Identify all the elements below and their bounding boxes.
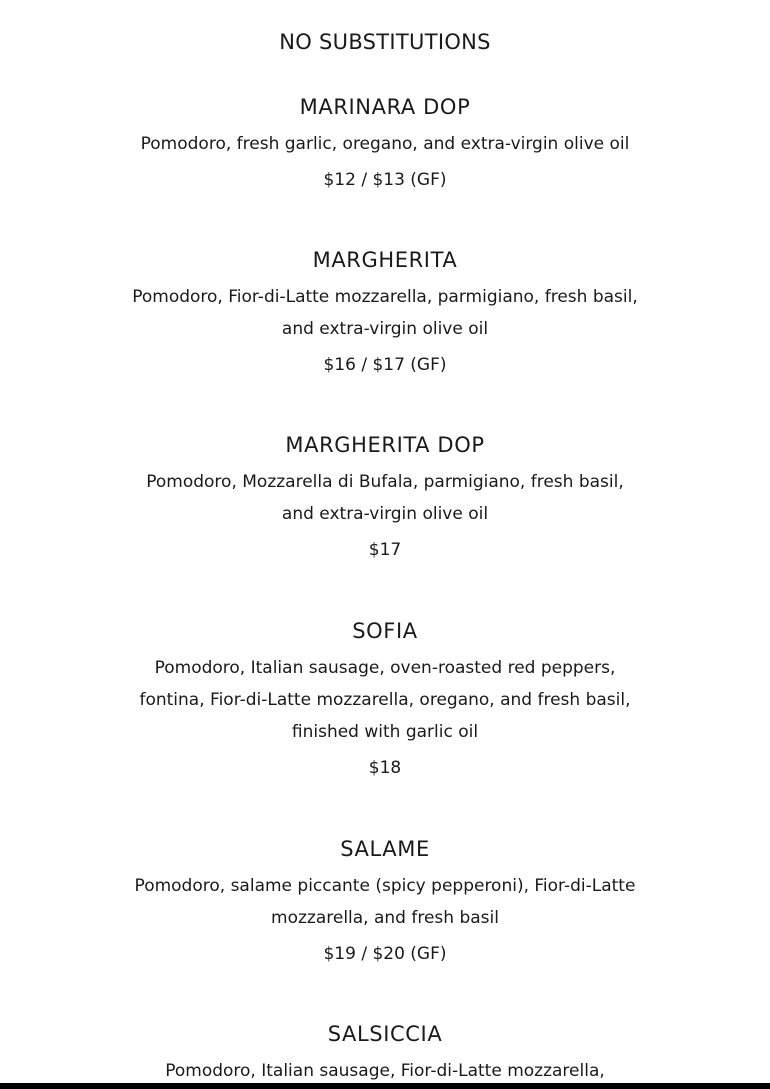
description-line: and extra-virgin olive oil xyxy=(281,319,489,339)
description-line: finished with garlic oil xyxy=(291,722,479,742)
menu-item-name: MARGHERITA DOP xyxy=(285,433,485,457)
description-line: Pomodoro, salame piccante (spicy pepperoni), Fior-di-Latte xyxy=(134,876,636,896)
menu-item-description xyxy=(105,652,665,748)
menu-item-name: SALAME xyxy=(340,837,430,861)
menu-item-margherita-dop xyxy=(0,432,770,561)
menu-item-salame xyxy=(0,836,770,965)
menu-item-price: $18 xyxy=(368,758,402,778)
description-line: Pomodoro, Italian sausage, oven-roasted red peppers, xyxy=(154,658,616,678)
menu-item-marinara-dop xyxy=(0,94,770,191)
menu-item-margherita xyxy=(0,247,770,376)
menu-item-salsiccia xyxy=(0,1021,770,1087)
description-line: and extra-virgin olive oil xyxy=(281,504,489,524)
bottom-edge-bar xyxy=(0,1083,770,1089)
menu-item-price: $19 / $20 (GF) xyxy=(323,944,447,964)
description-line: Pomodoro, Mozzarella di Bufala, parmigiano, fresh basil, xyxy=(146,472,624,492)
menu-item-name: MARGHERITA xyxy=(312,248,458,272)
no-substitutions-notice: NO SUBSTITUTIONS xyxy=(279,30,491,54)
menu-item-name: MARINARA DOP xyxy=(299,95,471,119)
menu-item-price: $12 / $13 (GF) xyxy=(323,170,447,190)
menu-item-description xyxy=(105,466,665,530)
description-line: fontina, Fior-di-Latte mozzarella, oregano, and fresh basil, xyxy=(139,690,631,710)
menu-item-description xyxy=(105,281,665,345)
description-line: Pomodoro, fresh garlic, oregano, and extra-virgin olive oil xyxy=(140,134,630,154)
description-line: mozzarella, and fresh basil xyxy=(271,908,499,928)
description-line: Pomodoro, Fior-di-Latte mozzarella, parmigiano, fresh basil, xyxy=(132,287,638,307)
menu-item-description xyxy=(105,870,665,934)
menu-item-name: SOFIA xyxy=(352,619,418,643)
menu-item-description xyxy=(105,128,665,160)
description-line: Pomodoro, Italian sausage, Fior-di-Latte mozzarella, xyxy=(165,1061,605,1081)
menu-item-sofia xyxy=(0,618,770,779)
menu-item-price: $16 / $17 (GF) xyxy=(323,355,447,375)
menu-item-price: $17 xyxy=(368,540,402,560)
menu-item-name: SALSICCIA xyxy=(327,1022,443,1046)
